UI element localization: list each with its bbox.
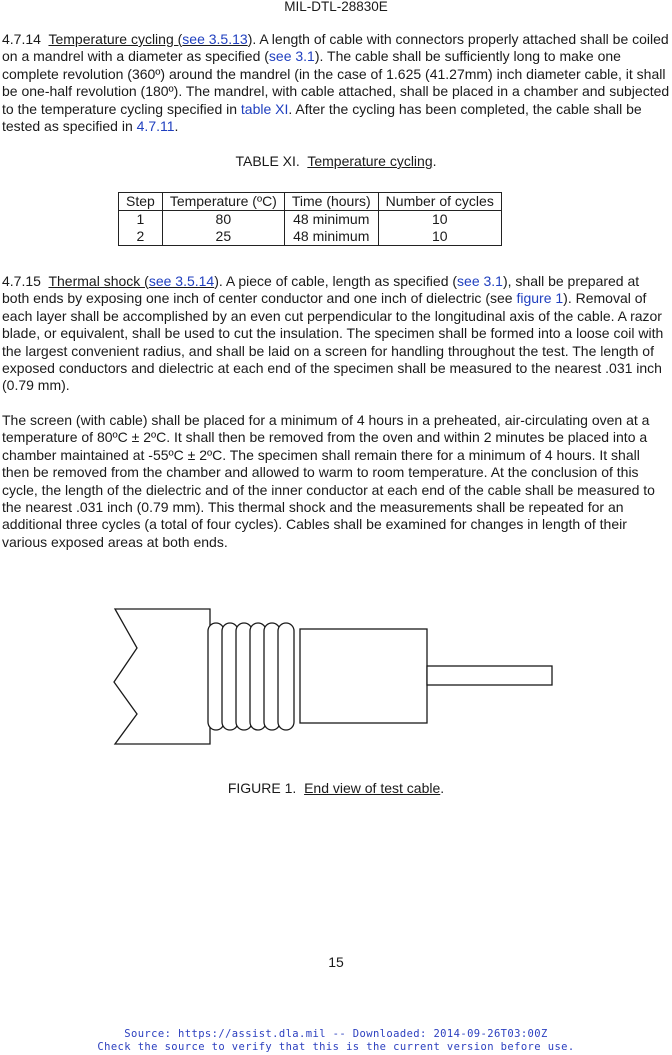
section-number: 4.7.14: [2, 31, 41, 47]
thermal-shock-procedure-paragraph: The screen (with cable) shall be placed for a minimum of 4 hours in a preheated, air-circulating oven at a temperature of 80ºC ± 2ºC. It shall then be removed from the oven and within 2 minutes be placed into a chamber maintained at -55ºC ± 2ºC. The specimen shall remain there for a minimum of 4 hours. It shall then be removed from the chamber and allowed to warm to room temperature. At the conclusion of this cycle, the length of the dielectric and of the inner conductor at each end of the cable shall be measured to the nearest .031 inch (0.79 mm). This thermal shock and the measurements shall be repeated for an additional three cycles (a total of four cycles). Cables shall be examined for changes in length of their various exposed areas at both ends.: [2, 412, 655, 550]
link-see-3-1[interactable]: see 3.1: [268, 48, 315, 65]
section-4-7-14: 4.7.14 Temperature cycling (see 3.5.13). A length of cable with connectors properly attached shall be coiled on a mandrel with a diameter as specified (see 3.1). The cable shall be sufficiently long to make one complete revolution (360º) around the mandrel (in the case of 1.625 (41.27mm) inch diameter cable, it shall be one-half revolution (180º). The mandrel, with cable attached, shall be placed in a chamber and subjected to the temperature cycling specified in table XI. After the cycling has been completed, the cable shall be tested as specified in 4.7.11.: [2, 31, 670, 135]
page-number: 15: [328, 954, 344, 970]
footer-verify-line: Check the source to verify that this is the current version before use.: [97, 1041, 575, 1053]
link-see-3-5-14[interactable]: see 3.5.14: [148, 273, 215, 289]
table-cell: 48 minimum: [284, 228, 378, 246]
column-header: Temperature (ºC): [162, 193, 284, 211]
footer-source-line: Source: https://assist.dla.mil -- Downloaded: 2014-09-26T03:00Z: [124, 1028, 548, 1040]
section-4-7-15: 4.7.15 Thermal shock (see 3.5.14). A piece of cable, length as specified (see 3.1), shall be prepared at both ends by exposing one inch of center conductor and one inch of dielectric (see figure 1). Removal of each layer shall be accomplished by an even cut perpendicular to the longitudinal axis of the cable. A razor blade, or equivalent, shall be used to cut the insulation. The specimen shall be formed into a loose coil with the largest convenient radius, and shall be laid on a screen for handling throughout the test. The length of exposed conductors and dielectric at each end of the specimen shall be measured to the nearest .031 inch (0.79 mm).: [2, 273, 664, 394]
link-see-3-5-13[interactable]: see 3.5.13: [182, 31, 248, 47]
table-cell: 48 minimum: [284, 211, 378, 229]
link-figure-1[interactable]: figure 1: [516, 290, 564, 307]
column-header: Time (hours): [284, 193, 378, 211]
link-see-3-1[interactable]: see 3.1: [457, 273, 503, 289]
table-cell: 10: [378, 228, 501, 246]
column-header: Number of cycles: [378, 193, 501, 211]
table-cell: 2: [119, 228, 163, 246]
test-cable-drawing: [0, 600, 672, 760]
table-cell: 1: [119, 211, 163, 229]
table-header-row: [119, 193, 502, 211]
table-row: [119, 211, 502, 229]
braid-ring: [278, 623, 294, 730]
dielectric: [300, 629, 427, 723]
cable-jacket-cut-end: [114, 609, 210, 744]
section-number: 4.7.15: [2, 273, 41, 289]
table-row: [119, 228, 502, 246]
section-title: Thermal shock (see 3.5.14: [48, 273, 215, 289]
source-footer: [0, 1028, 672, 1054]
link-table-xi[interactable]: table XI: [240, 100, 289, 117]
table-xi: [118, 192, 502, 246]
table-cell: 80: [162, 211, 284, 229]
column-header: Step: [119, 193, 163, 211]
figure-1-caption: FIGURE 1. End view of test cable.: [227, 780, 445, 796]
table-xi-caption: TABLE XI. Temperature cycling.: [235, 153, 437, 169]
section-title: Temperature cycling (see 3.5.13: [48, 31, 248, 47]
table-cell: 25: [162, 228, 284, 246]
link-4-7-11[interactable]: 4.7.11: [136, 118, 175, 135]
document-header: MIL-DTL-28830E: [284, 0, 388, 14]
table-cell: 10: [378, 211, 501, 229]
center-conductor: [427, 666, 552, 685]
